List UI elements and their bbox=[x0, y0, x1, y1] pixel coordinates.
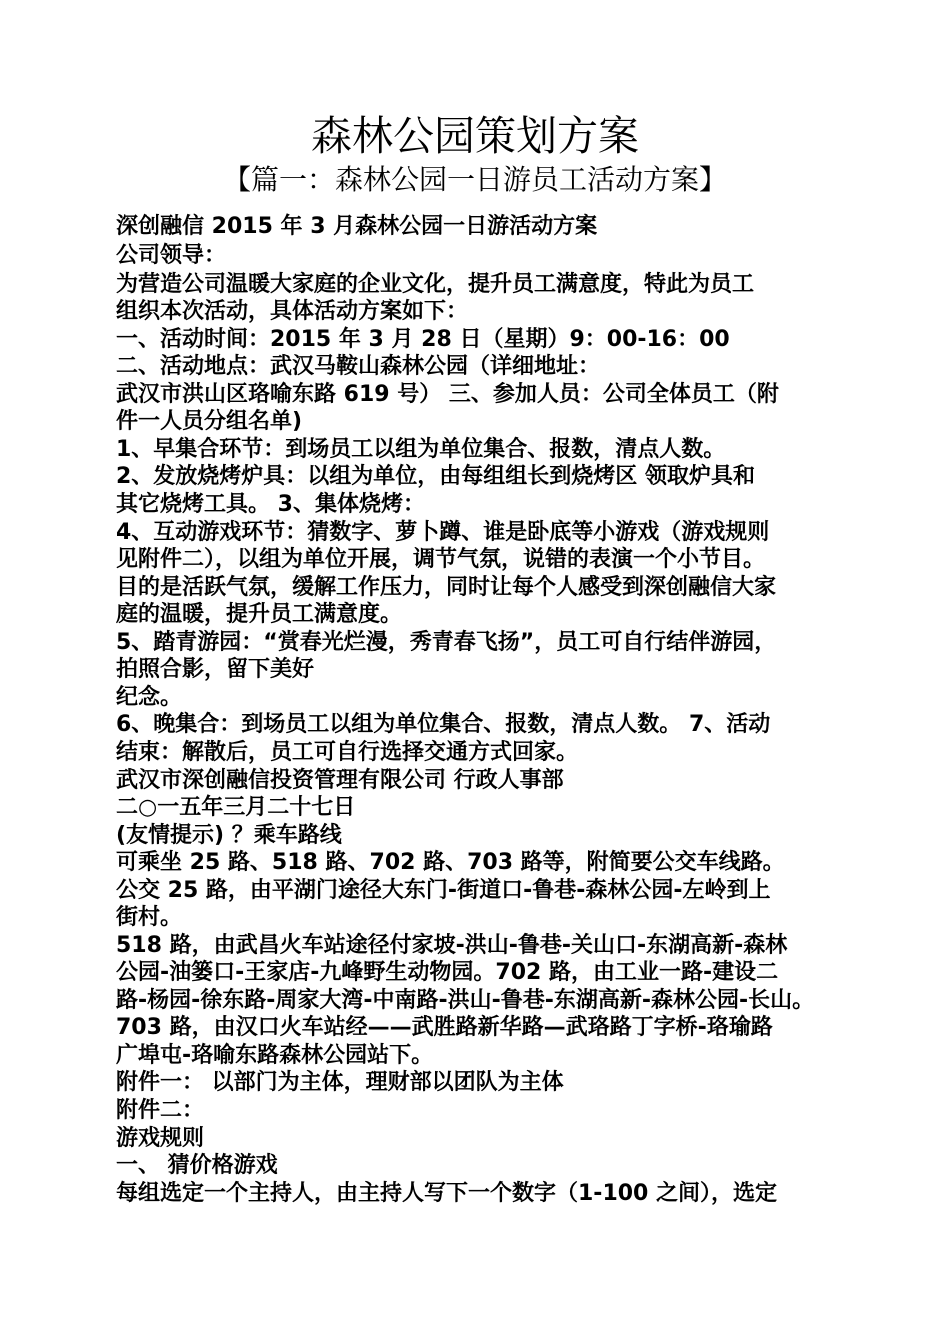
body-line: 拍照合影，留下美好 bbox=[116, 657, 315, 682]
body-line: 2、发放烧烤炉具：以组为单位，由每组组长到烧烤区 领取炉具和 bbox=[116, 464, 755, 489]
body-line: 路-杨园-徐东路-周家大湾-中南路-洪山-鲁巷-东湖高新-森林公园-长山。 bbox=[116, 988, 815, 1013]
body-line: 广埠屯-珞喻东路森林公园站下。 bbox=[116, 1043, 434, 1068]
body-line: 纪念。 bbox=[116, 685, 183, 710]
body-line: 附件一： 以部门为主体，理财部以团队为主体 bbox=[116, 1070, 564, 1095]
body-line: 二○一五年三月二十七日 bbox=[116, 795, 356, 820]
body-line: 1、早集合环节：到场员工以组为单位集合、报数，清点人数。 bbox=[116, 437, 726, 462]
body-line: 为营造公司温暖大家庭的企业文化，提升员工满意度，特此为员工 bbox=[116, 272, 755, 297]
body-line: 附件二： bbox=[116, 1098, 205, 1123]
body-line: 游戏规则 bbox=[116, 1126, 205, 1151]
body-line: 二、活动地点：武汉马鞍山森林公园（详细地址： bbox=[116, 354, 601, 379]
body-line: 公司领导： bbox=[116, 243, 227, 268]
body-line: 518 路，由武昌火车站途径付家坡-洪山-鲁巷-关山口-东湖高新-森林 bbox=[116, 933, 788, 958]
body-line: 6、晚集合：到场员工以组为单位集合、报数，清点人数。 7、活动 bbox=[116, 712, 771, 737]
body-line: 每组选定一个主持人，由主持人写下一个数字（1-100 之间），选定 bbox=[116, 1181, 778, 1206]
body-line: 其它烧烤工具。 3、集体烧烤： bbox=[116, 492, 425, 517]
body-line: 可乘坐 25 路、518 路、702 路、703 路等，附简要公交车线路。 bbox=[116, 850, 785, 875]
body-line: 公交 25 路，由平湖门途径大东门-街道口-鲁巷-森林公园-左岭到上 bbox=[116, 878, 771, 903]
body-line: 5、踏青游园：“赏春光烂漫，秀青春飞扬”，员工可自行结伴游园， bbox=[116, 630, 777, 655]
body-line: 街村。 bbox=[116, 905, 183, 930]
body-line: 深创融信 2015 年 3 月森林公园一日游活动方案 bbox=[116, 214, 598, 239]
body-line: 组织本次活动，具体活动方案如下： bbox=[116, 299, 469, 324]
body-line: 一、活动时间：2015 年 3 月 28 日（星期）9：00-16：00 bbox=[116, 327, 730, 352]
body-line: 庭的温暖，提升员工满意度。 bbox=[116, 602, 403, 627]
body-line: 武汉市深创融信投资管理有限公司 行政人事部 bbox=[116, 768, 564, 793]
body-line: 目的是活跃气氛，缓解工作压力，同时让每个人感受到深创融信大家 bbox=[116, 575, 777, 600]
body-line: (友情提示) ？乘车路线 bbox=[116, 823, 342, 848]
body-line: 件一人员分组名单) bbox=[116, 409, 303, 434]
body-line: 703 路，由汉口火车站经——武胜路新华路—武珞路丁字桥-珞瑜路 bbox=[116, 1015, 773, 1040]
body-line: 结束：解散后，员工可自行选择交通方式回家。 bbox=[116, 740, 579, 765]
body-line: 一、 猜价格游戏 bbox=[116, 1153, 278, 1178]
body-line: 4、互动游戏环节：猜数字、萝卜蹲、谁是卧底等小游戏（游戏规则 bbox=[116, 520, 770, 545]
body-line: 武汉市洪山区珞喻东路 619 号） 三、参加人员：公司全体员工（附 bbox=[116, 382, 779, 407]
body-line: 公园-油篓口-王家店-九峰野生动物园。702 路，由工业一路-建设二 bbox=[116, 960, 779, 985]
document-title: 森林公园策划方案 bbox=[311, 112, 639, 160]
body-line: 见附件二），以组为单位开展，调节气氛，说错的表演一个小节目。 bbox=[116, 547, 766, 572]
document-subtitle: 【篇一：森林公园一日游员工活动方案】 bbox=[222, 163, 727, 196]
